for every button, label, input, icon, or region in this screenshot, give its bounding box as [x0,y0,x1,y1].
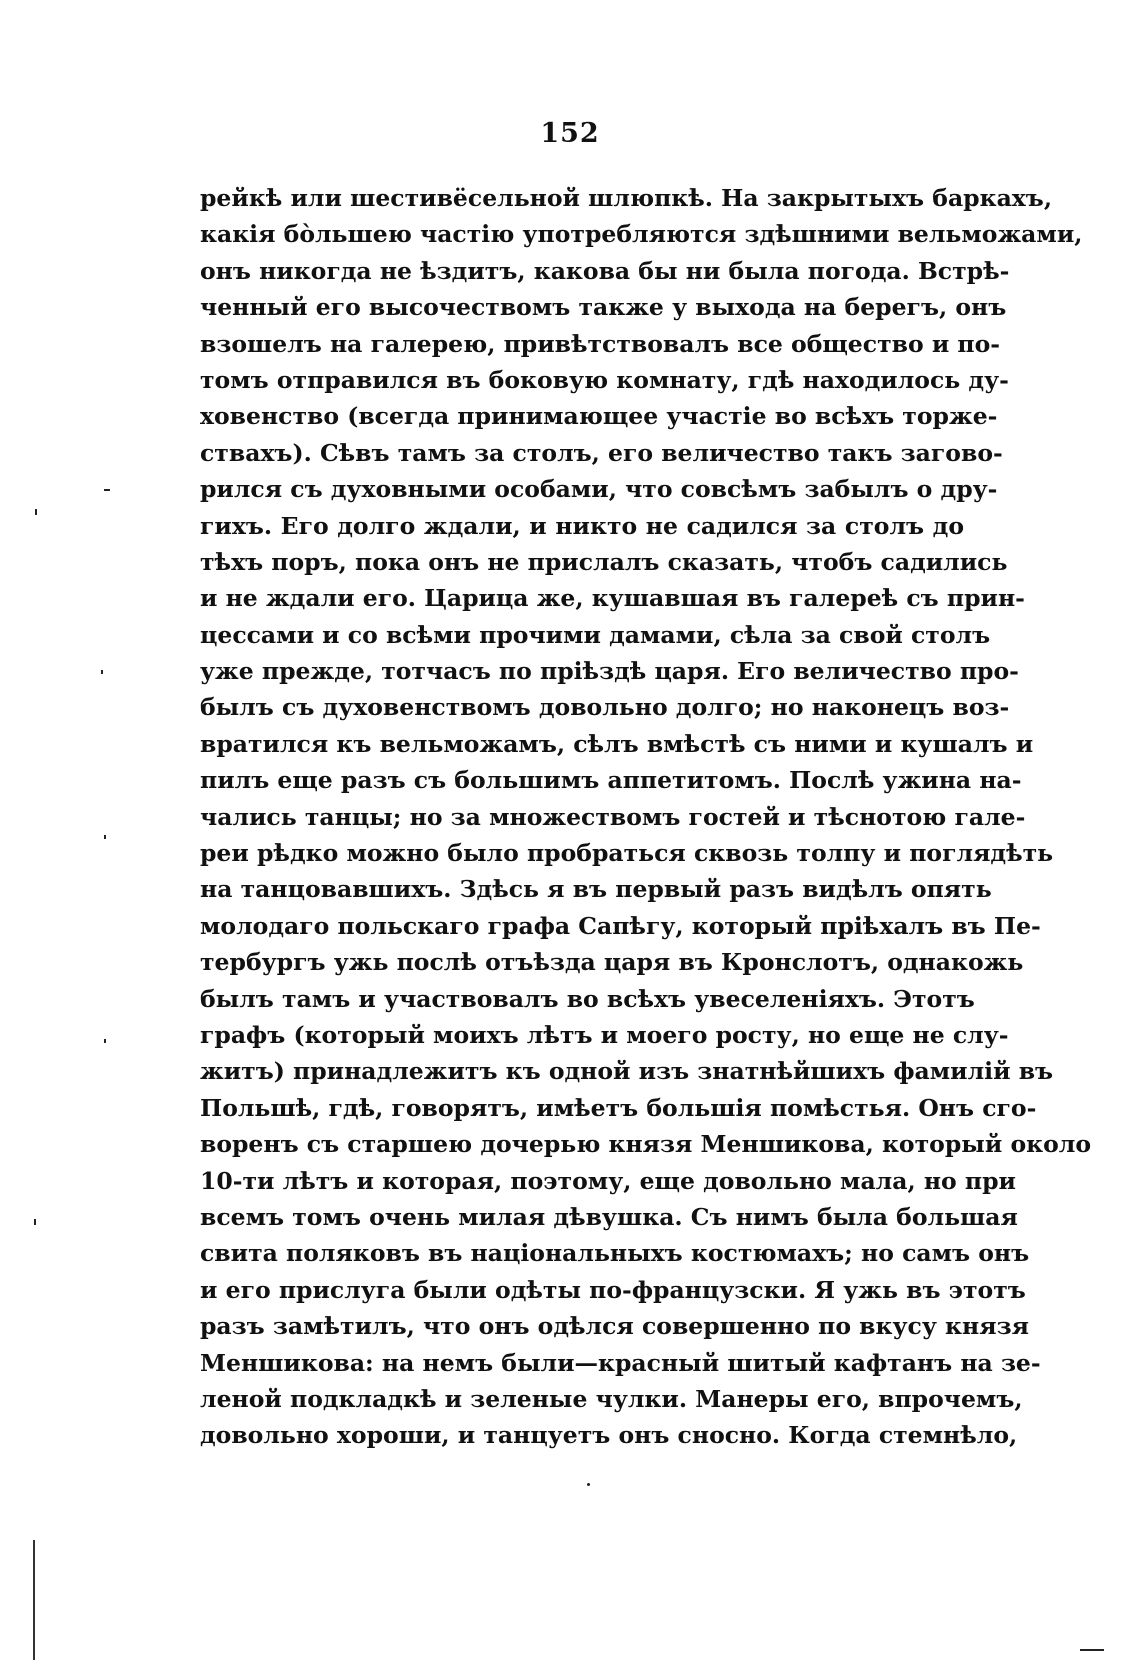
scan-speck [1080,1649,1104,1651]
text-line: и его прислуга были одѣты по-французски. Я ужь въ этотъ [200,1275,1026,1304]
text-line: чались танцы; но за множествомъ гостей и тѣснотою гале- [200,802,1026,831]
text-line: гихъ. Его долго ждали, и никто не садился за столъ до [200,511,964,540]
text-line: на танцовавшихъ. Здѣсь я въ первый разъ видѣлъ опять [200,875,992,904]
text-line: взошелъ на галерею, привѣтствовалъ все общество и по- [200,329,1001,358]
text-line: ствахъ). Сѣвъ тамъ за столъ, его величество такъ загово- [200,438,1003,467]
text-line: томъ отправился въ боковую комнату, гдѣ находилось ду- [200,365,1009,394]
scan-speck [104,835,106,839]
text-line: цессами и со всѣми прочими дамами, сѣла за свой столъ [200,620,991,649]
text-line: разъ замѣтилъ, что онъ одѣлся совершенно по вкусу князя [200,1312,1029,1341]
text-line: пилъ еще разъ съ большимъ аппетитомъ. Послѣ ужина на- [200,766,1022,795]
text-line: рейкѣ или шестивёсельной шлюпкѣ. На закрытыхъ баркахъ, [200,184,1053,212]
text-line: леной подкладкѣ и зеленые чулки. Манеры его, впрочемъ, [200,1384,1023,1413]
text-line: рился съ духовными особами, что совсѣмъ забылъ о дру- [200,475,998,504]
body-text [200,180,1092,1454]
scan-edge-line [33,1540,35,1660]
text-line: Польшѣ, гдѣ, говорятъ, имѣетъ большія помѣстья. Онъ сго- [200,1093,1037,1122]
scan-speck [104,1039,106,1043]
page-number: 152 [540,118,600,149]
text-line: 10-ти лѣтъ и которая, поэтому, еще довольно мала, но при [200,1166,1016,1195]
text-line: вратился къ вельможамъ, сѣлъ вмѣстѣ съ ними и кушалъ и [200,729,1034,758]
text-line: воренъ съ старшею дочерью князя Меншикова, который около [200,1130,1092,1159]
scan-speck [101,670,103,674]
text-line: всемъ томъ очень милая дѣвушка. Съ нимъ была большая [200,1202,1018,1231]
text-line: уже прежде, тотчасъ по пріѣздѣ царя. Его величество про- [200,657,1019,686]
text-line: реи рѣдко можно было пробраться сквозь толпу и поглядѣть [200,839,1054,868]
text-line: Меншикова: на немъ были—красный шитый кафтанъ на зе- [200,1348,1041,1377]
text-line: тѣхъ поръ, пока онъ не прислалъ сказать, чтобъ садились [200,547,1008,576]
text-line: тербургъ ужь послѣ отъѣзда царя въ Кронслотъ, однакожь [200,948,1024,977]
scan-speck [34,1219,36,1225]
text-line: ченный его высочествомъ также у выхода на берегъ, онъ [200,293,1007,322]
text-line: какія бо̀льшею частію употребляются здѣшними вельможами, [200,220,1083,249]
scan-speck [587,1483,590,1486]
text-line: былъ тамъ и участвовалъ во всѣхъ увеселеніяхъ. Этотъ [200,984,975,1013]
scan-speck [35,509,37,515]
text-line: былъ съ духовенствомъ довольно долго; но наконецъ воз- [200,693,1010,722]
text-line: онъ никогда не ѣздитъ, какова бы ни была погода. Встрѣ- [200,256,1010,285]
text-line: молодаго польскаго графа Сапѣгу, который пріѣхалъ въ Пе- [200,911,1041,940]
text-line: свита поляковъ въ національныхъ костюмахъ; но самъ онъ [200,1239,1030,1268]
text-line: житъ) принадлежитъ къ одной изъ знатнѣйшихъ фамилій въ [200,1057,1054,1086]
text-line: графъ (который моихъ лѣтъ и моего росту, но еще не слу- [200,1020,1009,1049]
text-line: ховенство (всегда принимающее участіе во всѣхъ торже- [200,402,998,431]
text-line: и не ждали его. Царица же, кушавшая въ галереѣ съ прин- [200,584,1025,613]
text-line: довольно хороши, и танцуетъ онъ сносно. Когда стемнѣло, [200,1421,1018,1450]
scan-speck [104,489,110,491]
